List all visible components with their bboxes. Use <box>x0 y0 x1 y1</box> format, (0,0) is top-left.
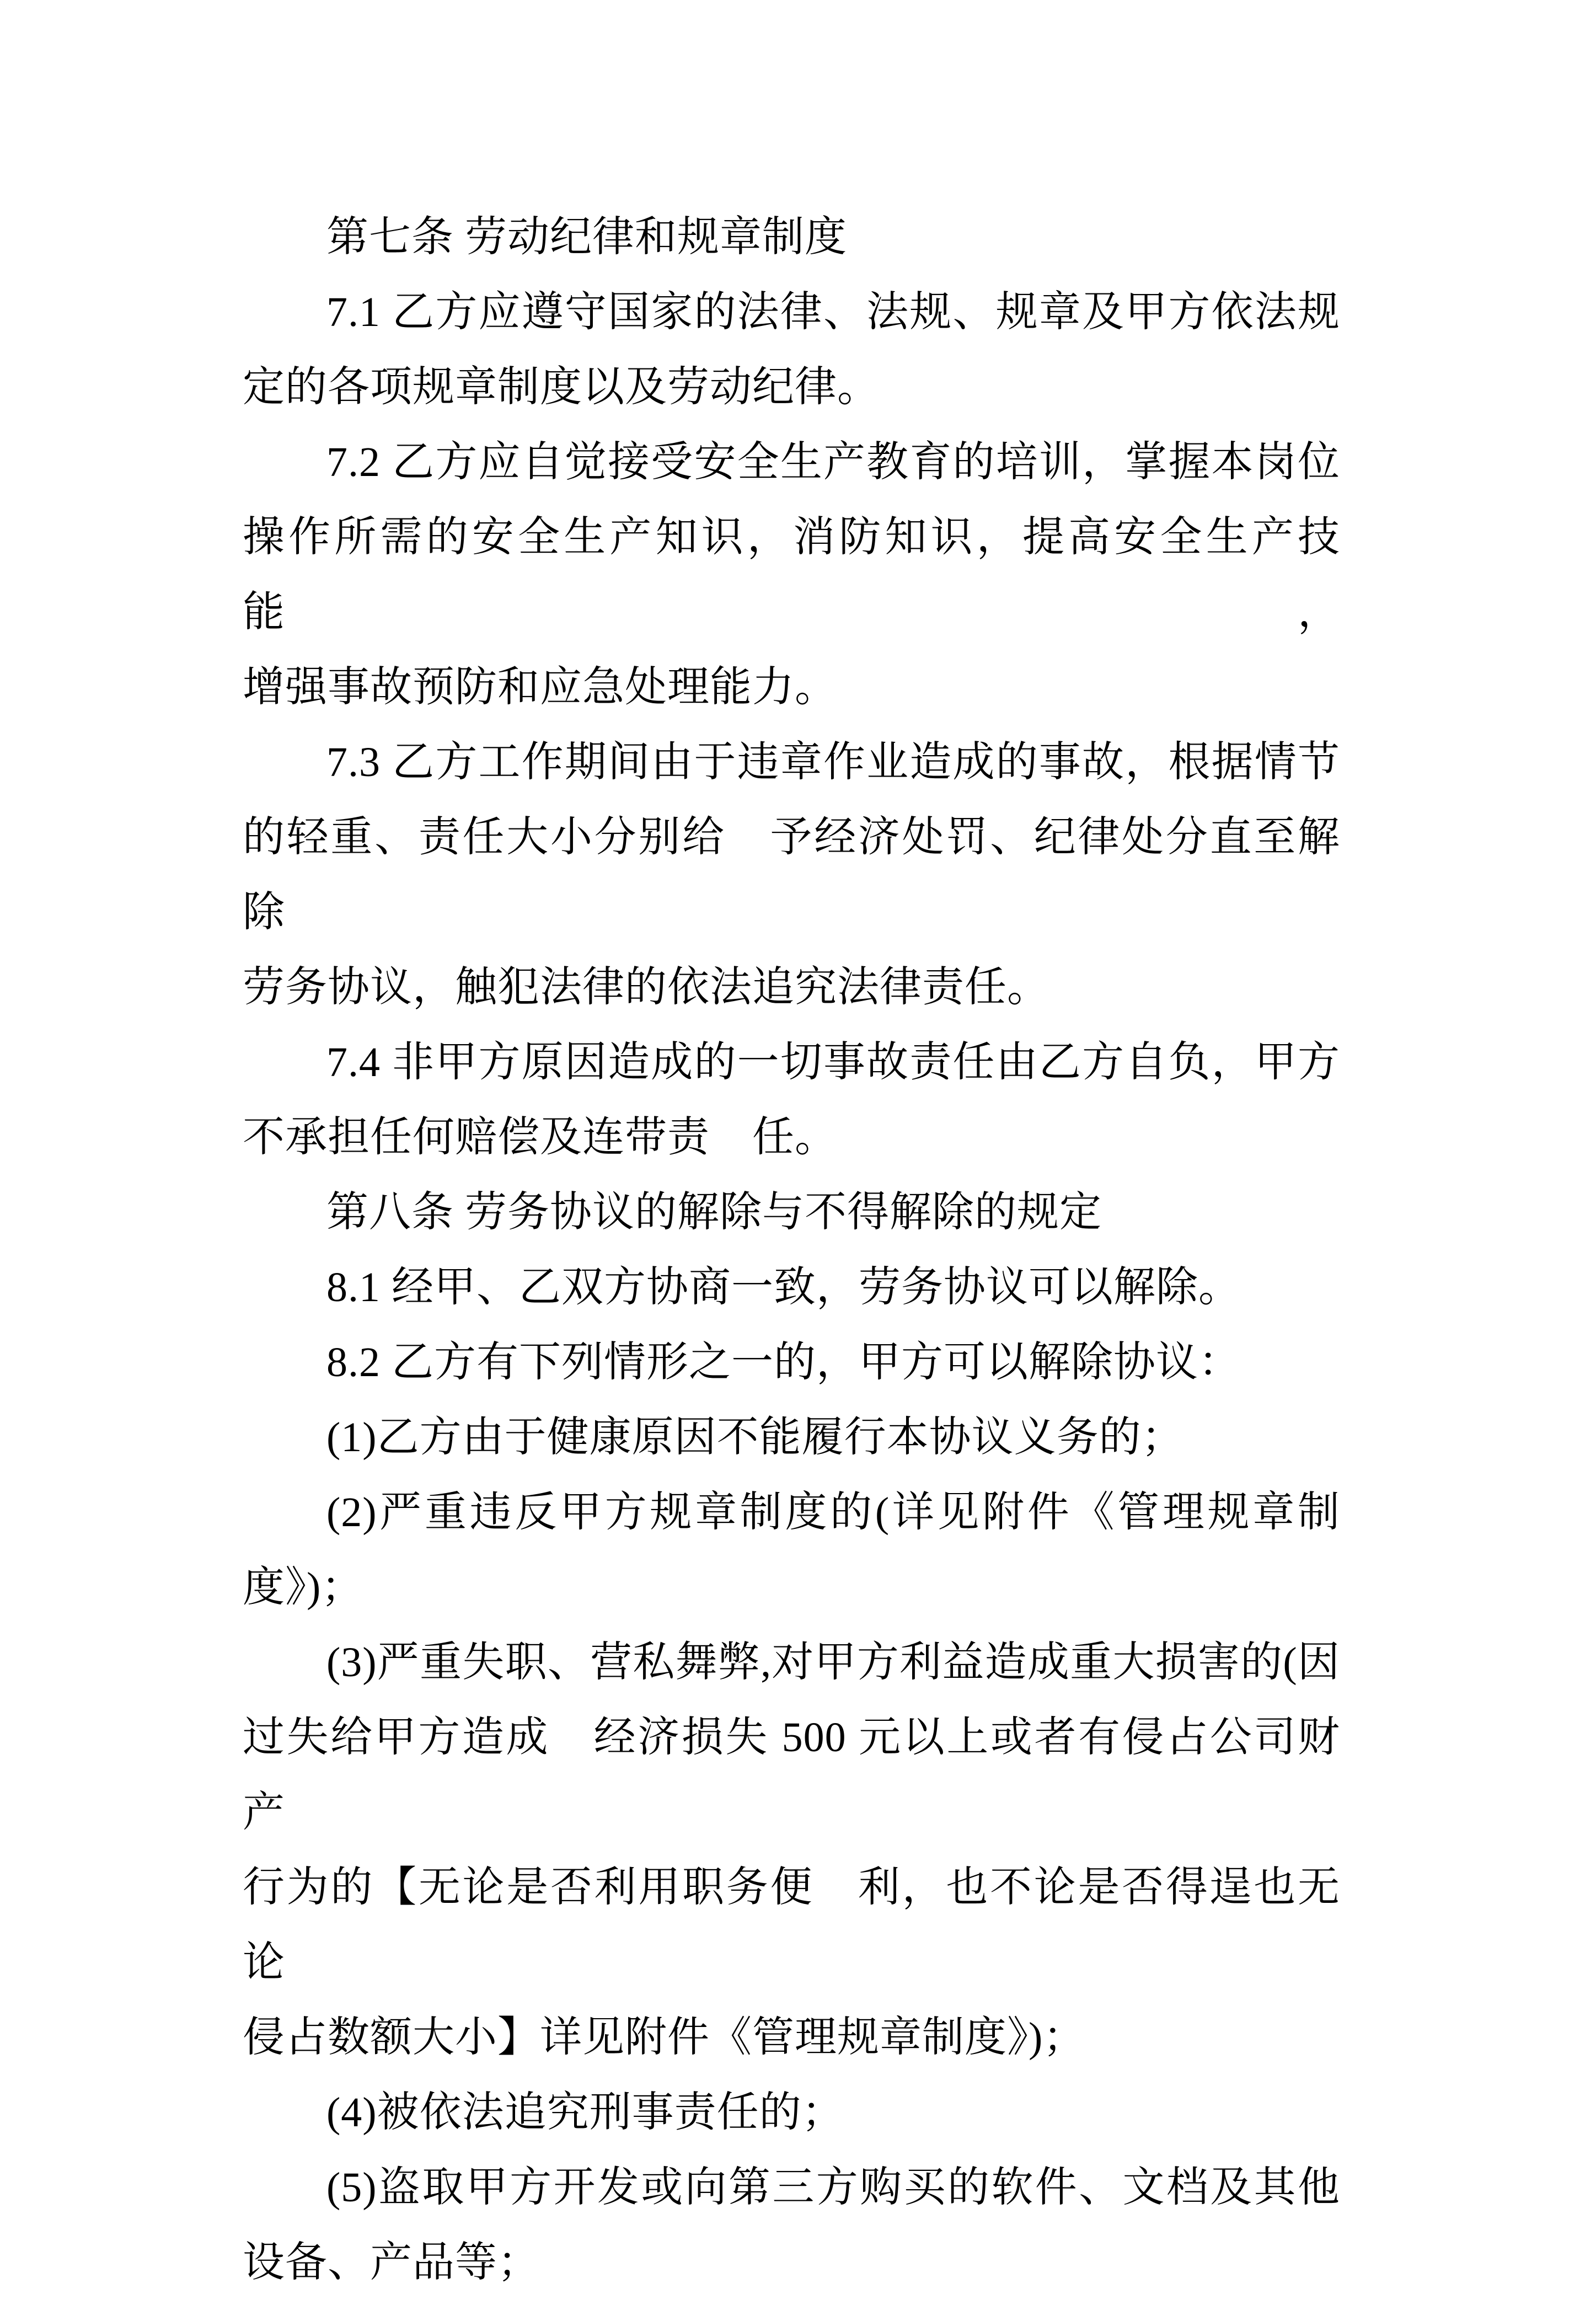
text-line: 7.2 乙方应自觉接受安全生产教育的培训，掌握本岗位 <box>326 439 1340 485</box>
contract-text-block <box>243 200 1340 2300</box>
text-line: 不承担任何赔偿及连带责 任。 <box>243 1114 837 1160</box>
text-line: (2)严重违反甲方规章制度的(详见附件《管理规章制 <box>326 1489 1340 1536</box>
text-line: 的轻重、责任大小分别给 予经济处罚、纪律处分直至解除 <box>243 814 1340 935</box>
text-line: 劳务协议，触犯法律的依法追究法律责任。 <box>243 964 1049 1010</box>
text-line: 第七条 劳动纪律和规章制度 <box>326 214 847 260</box>
text-line: 第八条 劳务协议的解除与不得解除的规定 <box>326 1189 1102 1235</box>
text-line: (4)被依法追究刑事责任的； <box>326 2089 844 2136</box>
text-line: 度》)； <box>243 1564 364 1611</box>
text-line: 增强事故预防和应急处理能力。 <box>243 664 837 710</box>
text-line: 侵占数额大小】详见附件《管理规章制度》)； <box>243 2014 1086 2061</box>
text-line: 8.2 乙方有下列情形之一的，甲方可以解除协议： <box>326 1339 1241 1386</box>
text-line: (5)盗取甲方开发或向第三方购买的软件、文档及其他 <box>326 2164 1340 2211</box>
text-line: 8.1 经甲、乙双方协商一致，劳务协议可以解除。 <box>326 1264 1241 1311</box>
text-line: (1)乙方由于健康原因不能履行本协议义务的； <box>326 1414 1184 1461</box>
text-line: 操作所需的安全生产知识，消防知识，提高安全生产技能， <box>243 514 1340 635</box>
text-line: 过失给甲方造成 经济损失 500 元以上或者有侵占公司财产 <box>243 1714 1340 1836</box>
text-line: 设备、产品等； <box>243 2239 540 2286</box>
text-line: 7.3 乙方工作期间由于违章作业造成的事故，根据情节 <box>326 739 1340 785</box>
text-line: 7.1 乙方应遵守国家的法律、法规、规章及甲方依法规 <box>326 289 1340 335</box>
text-line: 7.4 非甲方原因造成的一切事故责任由乙方自负，甲方 <box>326 1039 1340 1085</box>
text-line: (3)严重失职、营私舞弊,对甲方利益造成重大损害的(因 <box>326 1639 1340 1686</box>
text-line: 行为的【无论是否利用职务便 利，也不论是否得逞也无论 <box>243 1864 1340 1986</box>
text-line: 定的各项规章制度以及劳动纪律。 <box>243 364 880 410</box>
